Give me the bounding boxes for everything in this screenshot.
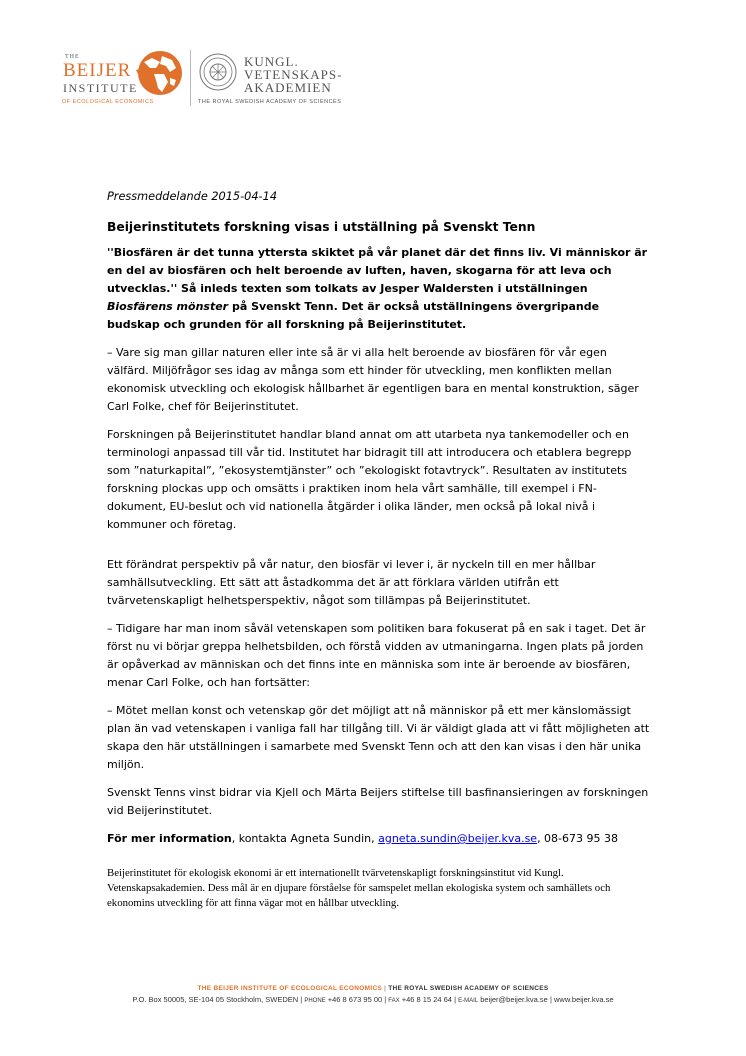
kva-line-2: VETENSKAPS- bbox=[244, 67, 343, 82]
beijer-logo bbox=[60, 48, 190, 108]
footer-separator: | bbox=[382, 985, 389, 992]
paragraph: Svenskt Tenns vinst bidrar via Kjell och Märta Beijers stiftelse till basfinansieringen av forskningen vid Beijerinstitutet. bbox=[107, 786, 649, 817]
lead-text-2: på Svenskt Tenn. Det är också utställningens övergripande budskap och grunden för all forskning på Beijerinstitutet. bbox=[107, 300, 600, 331]
release-date: Pressmeddelande 2015-04-14 bbox=[107, 190, 278, 203]
release-title: Beijerinstitutets forskning visas i utställning på Svenskt Tenn bbox=[107, 220, 536, 234]
logo-divider bbox=[190, 50, 191, 106]
footer-fax-label: FAX bbox=[388, 998, 400, 1004]
contact-email-link[interactable]: agneta.sundin@beijer.kva.se bbox=[378, 832, 538, 845]
beijer-subtitle: OF ECOLOGICAL ECONOMICS bbox=[62, 99, 154, 105]
kva-subtitle: THE ROYAL SWEDISH ACADEMY OF SCIENCES bbox=[198, 99, 342, 105]
footer-org-beijer: THE BEIJER INSTITUTE OF ECOLOGICAL ECONOMICS bbox=[197, 985, 383, 992]
kva-line-3: AKADEMIEN bbox=[244, 80, 332, 95]
footer-email-label: E-MAIL bbox=[458, 998, 479, 1004]
footer-fax: +46 8 15 24 64 bbox=[399, 995, 452, 1004]
press-release-body bbox=[107, 188, 652, 911]
academy-seal-icon bbox=[198, 52, 238, 92]
footer-org-kva: THE ROYAL SWEDISH ACADEMY OF SCIENCES bbox=[388, 985, 549, 992]
footer-contact: P.O. Box 50005, SE-104 05 Stockholm, SWEDEN | PHONE +46 8 673 95 00 | FAX +46 8 15 24 64 | E-MAIL beijer@beijer.kva.se | www.beijer.kva.se bbox=[132, 995, 614, 1004]
beijer-name: BEIJER bbox=[63, 60, 132, 81]
paragraph: Forskningen på Beijerinstitutet handlar bland annat om att utarbeta nya tankemodeller och en terminologi anpassad till vår tid. Institutet har bidragit till att introducera och etablera begrepp som ”naturkapital”, ”ekosystemtjänster” och ”ekologiskt fotavtryck”. Resultaten av institutets forskning plockas upp och omsätts i praktiken inom hela vårt samhälle, till exempel i FN-dokument, EU-beslut och vid nationella åtgärder i olika länder, men också på lokal nivå i kommuner och företag. bbox=[107, 428, 632, 531]
footer-organizations bbox=[0, 985, 746, 992]
kva-line-1: KUNGL. bbox=[244, 54, 299, 69]
about-institute: Beijerinstitutet för ekologisk ekonomi är ett internationellt tvärvetenskapligt forskningsinstitut vid Kungl. Vetenskapsakademien. Dess mål är en djupare förståelse för samspelet mellan ekologiska system och samhällets och ekonomins utveckling för att finna vägar mot en hållbar utveckling. bbox=[107, 867, 611, 909]
footer-website: www.beijer.kva.se bbox=[553, 995, 614, 1004]
paragraph: Ett förändrat perspektiv på vår natur, den biosfär vi lever i, är nyckeln till en mer hållbar samhällsutveckling. Ett sätt att åstadkomma det är att förklara världen utifrån ett tvärvetenskapligt helhetsperspektiv, något som tillämpas på Beijerinstitutet. bbox=[107, 558, 596, 607]
contact-phone: , 08-673 95 38 bbox=[537, 832, 619, 845]
footer-email: beijer@beijer.kva.se bbox=[478, 995, 548, 1004]
kva-logo bbox=[198, 48, 368, 108]
lead-paragraph bbox=[107, 244, 652, 334]
paragraph: – Tidigare har man inom såväl vetenskapen som politiken bara fokuserat på en sak i taget. Det är först nu vi börjar greppa helhetsbilden, och förstå vidden av utmaningarna. Ingen plats på jorden är opåverkad av människan och det finns inte en människa som inte är beroende av biosfären, menar Carl Folke, och han fortsätter: bbox=[107, 622, 646, 689]
paragraph: – Mötet mellan konst och vetenskap gör det möjligt att nå människor på ett mer känslomässigt plan än vad vetenskapen i vanliga fall har tillgång till. Vi är väldigt glada att vi fått möjligheten att skapa den här utställningen i samarbete med Svenskt Tenn och att den kan visas i den här unika miljön. bbox=[107, 704, 650, 771]
contact-label: För mer information bbox=[107, 832, 232, 845]
paragraph: – Vare sig man gillar naturen eller inte så är vi alla helt beroende av biosfären för vår egen välfärd. Miljöfrågor ses idag av många som ett hinder för utveckling, men konflikten mellan ekonomisk utveckling och ekologisk hållbarhet är egentligen bara en mental konstruktion, säger Carl Folke, chef för Beijerinstitutet. bbox=[107, 346, 639, 413]
footer-address: P.O. Box 50005, SE-104 05 Stockholm, SWEDEN bbox=[132, 995, 299, 1004]
lead-text-1: ''Biosfären är det tunna yttersta skiktet på vår planet där det finns liv. Vi människor är en del av biosfären och helt beroende av luften, haven, skogarna för att leva och utvecklas.'' Så inleds texten som tolkats av Jesper Waldersten i utställningen bbox=[107, 246, 648, 295]
beijer-institute: INSTITUTE bbox=[63, 81, 138, 95]
beijer-the: THE bbox=[65, 54, 80, 60]
contact-text: , kontakta Agneta Sundin, bbox=[231, 832, 379, 845]
globe-icon bbox=[130, 48, 186, 98]
footer-phone: +46 8 673 95 00 bbox=[325, 995, 383, 1004]
header-logos bbox=[60, 48, 360, 108]
lead-exhibition-name: Biosfärens mönster bbox=[107, 300, 229, 313]
footer-phone-label: PHONE bbox=[304, 998, 326, 1004]
contact-info bbox=[107, 830, 652, 848]
